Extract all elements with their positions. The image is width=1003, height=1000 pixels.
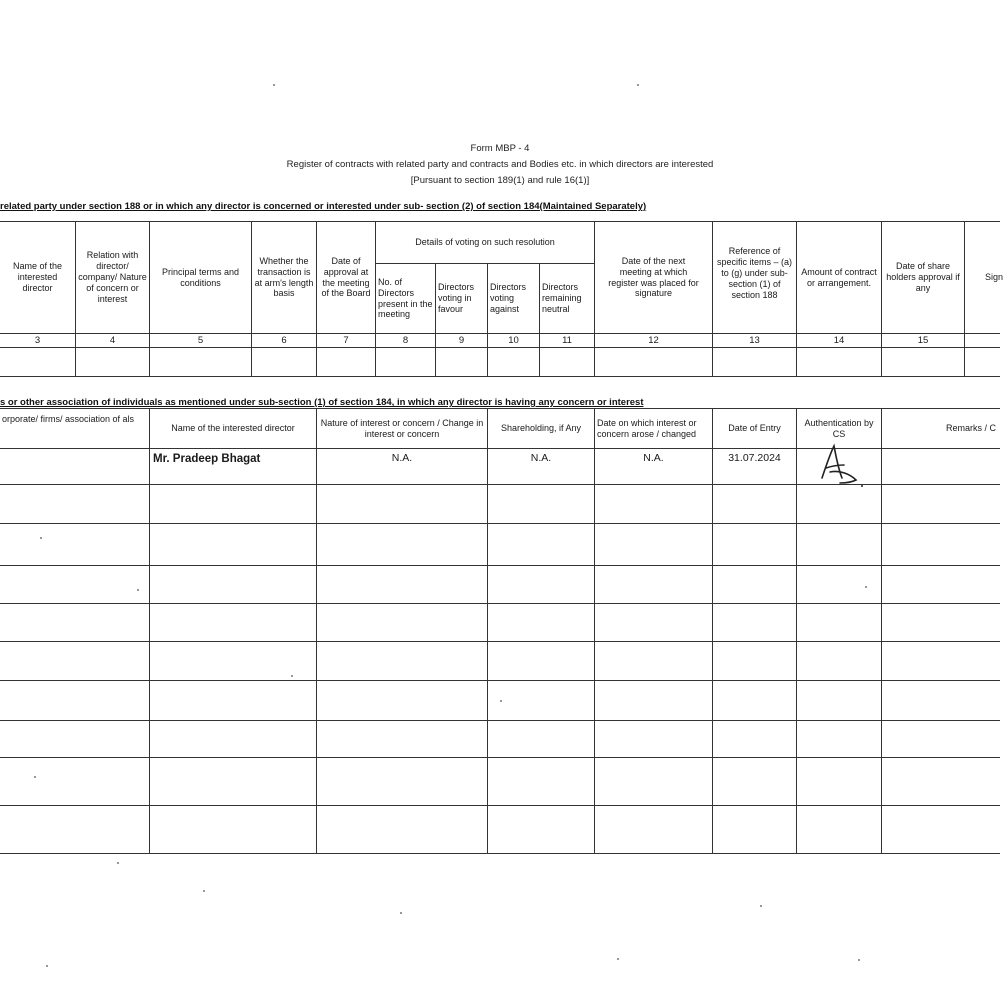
header-nature-of-interest: Nature of interest or concern / Change in interest or concern [320,417,484,439]
part1-section-title: related party under section 188 or in which any director is concerned or interested under sub- section (2) of section 184(Maintained Separately) [0,201,647,212]
header-principal-terms: Principal terms and conditions [161,266,240,288]
header-voting-against: Directors voting against [490,282,527,314]
column-number: 3 [34,334,41,346]
column-number: 5 [197,334,204,346]
header-date-interest-arose: Date on which interest or concern arose / changed [597,417,697,439]
column-number: 14 [833,334,845,346]
scan-speck [400,912,402,914]
row-date-entry-value: 31.07.2024 [728,452,781,464]
column-number: 4 [109,334,116,346]
scan-speck [40,537,42,539]
scan-speck [46,965,48,967]
scan-speck [273,84,275,86]
header-next-meeting: Date of the next meeting at which register was placed for signature [608,255,699,299]
header-bodies-corporate: orporate/ firms/ association of als [2,414,135,424]
row-date-arose-value: N.A. [643,452,664,464]
scan-speck [137,589,139,591]
column-number: 11 [562,334,572,346]
row-shareholding-value: N.A. [530,452,552,464]
header-voting-favour: Directors voting in favour [438,282,475,314]
scan-speck [617,958,619,960]
scan-speck [865,586,867,588]
header-interested-director: Name of the interested director [171,423,295,434]
header-remarks: Remarks / C [946,423,997,434]
scan-speck [203,890,205,892]
header-relation: Relation with director/ company/ Nature of concern or interest [78,250,147,304]
column-number: 9 [458,334,465,346]
scan-speck [637,84,639,86]
header-name-of-director: Name of the interested director [12,261,63,293]
cs-signature-mark [812,440,872,490]
column-number: 12 [648,334,659,346]
header-reference-items: Reference of specific items – (a) to (g) under sub-section (1) of section 188 [716,246,793,300]
header-voting-details: Details of voting on such resolution [415,237,555,248]
header-date-approval: Date of approval at the meeting of the Board [321,255,371,299]
form-pursuant-note: [Pursuant to section 189(1) and rule 16(1)] [410,175,590,186]
scan-speck [500,700,502,702]
scan-speck [858,959,860,961]
column-number: 13 [749,334,760,346]
scan-speck [760,905,762,907]
column-number: 6 [281,334,287,346]
part2-section-title: s or other association of individuals as mentioned under sub-section (1) of section 184, in which any director is having any concern or interest [0,397,644,408]
header-amount: Amount of contract or arrangement. [801,266,877,288]
scan-speck [291,675,293,677]
header-directors-present: No. of Directors present in the meeting [378,276,433,320]
form-subtitle: Register of contracts with related party and contracts and Bodies etc. in which directors are interested [286,159,714,170]
scan-speck [34,776,36,778]
header-shareholding: Shareholding, if Any [500,423,582,434]
header-date-of-entry: Date of Entry [728,423,781,434]
row-director-name: Mr. Pradeep Bhagat [153,453,261,465]
header-arms-length: Whether the transaction is at arm's length basis [254,255,314,299]
header-shareholders-approval: Date of share holders approval if any [886,261,960,293]
header-signature: Sign [985,272,1003,283]
column-number: 10 [508,334,519,346]
column-number: 7 [343,334,349,346]
header-remaining-neutral: Directors remaining neutral [542,282,582,314]
scan-speck [117,862,119,864]
column-number: 15 [917,334,929,346]
row-nature-value: N.A. [391,452,413,464]
form-title: Form MBP - 4 [470,143,530,154]
header-authentication: Authentication by CS [804,417,874,439]
column-number: 8 [402,334,409,346]
